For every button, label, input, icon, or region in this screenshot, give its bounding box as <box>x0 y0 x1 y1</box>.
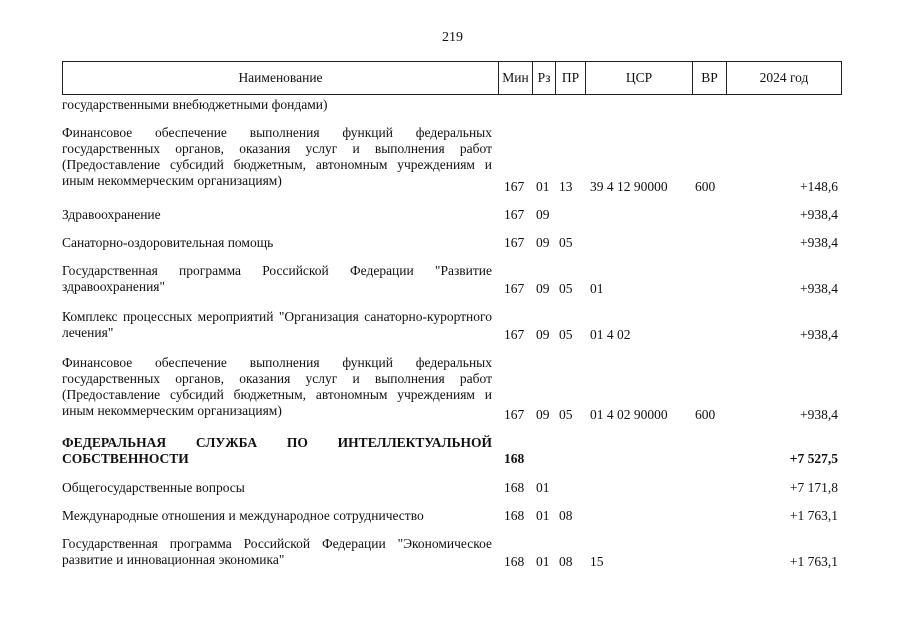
row-amount: +1 763,1 <box>789 508 838 523</box>
header-csr: ЦСР <box>586 62 693 94</box>
row-min: 167 <box>504 407 525 422</box>
row-amount: +938,4 <box>800 281 838 296</box>
row-min: 168 <box>504 554 525 569</box>
row-amount: +938,4 <box>800 207 838 222</box>
row-amount: +7 171,8 <box>789 480 838 495</box>
row-name: Общегосударственные вопросы <box>62 480 245 495</box>
row-amount: +1 763,1 <box>789 554 838 569</box>
row-csr: 01 4 02 90000 <box>590 407 668 422</box>
row-vr: 600 <box>695 179 716 194</box>
row-pr: 08 <box>559 554 573 569</box>
row-min: 167 <box>504 235 525 250</box>
row-pr: 05 <box>559 235 573 250</box>
row-csr: 15 <box>590 554 604 569</box>
row-amount: +7 527,5 <box>789 451 838 466</box>
row-rz: 09 <box>536 327 550 342</box>
page-number: 219 <box>442 30 463 45</box>
header-pr: ПР <box>556 62 586 94</box>
row-rz: 09 <box>536 235 550 250</box>
header-vr: ВР <box>693 62 727 94</box>
row-rz: 01 <box>536 480 550 495</box>
row-pr: 05 <box>559 407 573 422</box>
header-rz: Рз <box>533 62 556 94</box>
row-min: 168 <box>504 508 525 523</box>
row-name: Санаторно-оздоровительная помощь <box>62 235 274 250</box>
header-min: Мин <box>499 62 533 94</box>
row-amount: +938,4 <box>800 235 838 250</box>
row-min: 167 <box>504 179 525 194</box>
row-amount: +938,4 <box>800 327 838 342</box>
row-min: 168 <box>504 451 525 466</box>
row-csr: 01 <box>590 281 604 296</box>
row-min: 167 <box>504 281 525 296</box>
row-csr: 39 4 12 90000 <box>590 179 668 194</box>
row-amount: +938,4 <box>800 407 838 422</box>
row-min: 167 <box>504 327 525 342</box>
row-min: 167 <box>504 207 525 222</box>
row-pr: 05 <box>559 281 573 296</box>
row-rz: 01 <box>536 554 550 569</box>
row-name: Финансовое обеспечение выполнения функций федеральных государственных органов, оказания услуг и выполнения работ (Предоставление субсидий бюджетным, автономным учреждениям и иным некоммерческим организациям) <box>62 355 492 418</box>
row-csr: 01 4 02 <box>590 327 631 342</box>
row-name: ФЕДЕРАЛЬНАЯ СЛУЖБА ПО ИНТЕЛЛЕКТУАЛЬНОЙ СОБСТВЕННОСТИ <box>62 435 492 466</box>
row-rz: 09 <box>536 281 550 296</box>
row-pr: 08 <box>559 508 573 523</box>
row-name: Финансовое обеспечение выполнения функций федеральных государственных органов, оказания услуг и выполнения работ (Предоставление субсидий бюджетным, автономным учреждениям и иным некоммерческим организациям) <box>62 125 492 188</box>
row-name: Государственная программа Российской Федерации "Экономическое развитие и инновационная экономика" <box>62 536 492 567</box>
row-pr: 13 <box>559 179 573 194</box>
table-header <box>62 61 842 95</box>
row-name: Здравоохранение <box>62 207 161 222</box>
row-name: Международные отношения и международное сотрудничество <box>62 508 424 523</box>
row-amount: +148,6 <box>800 179 838 194</box>
header-name: Наименование <box>63 62 499 94</box>
row-rz: 09 <box>536 407 550 422</box>
row-name: государственными внебюджетными фондами) <box>62 97 328 112</box>
row-pr: 05 <box>559 327 573 342</box>
row-rz: 01 <box>536 508 550 523</box>
row-name: Комплекс процессных мероприятий "Организация санаторно-курортного лечения" <box>62 309 492 340</box>
row-name: Государственная программа Российской Федерации "Развитие здравоохранения" <box>62 263 492 294</box>
row-vr: 600 <box>695 407 716 422</box>
row-min: 168 <box>504 480 525 495</box>
row-rz: 09 <box>536 207 550 222</box>
row-rz: 01 <box>536 179 550 194</box>
header-year: 2024 год <box>759 70 809 85</box>
